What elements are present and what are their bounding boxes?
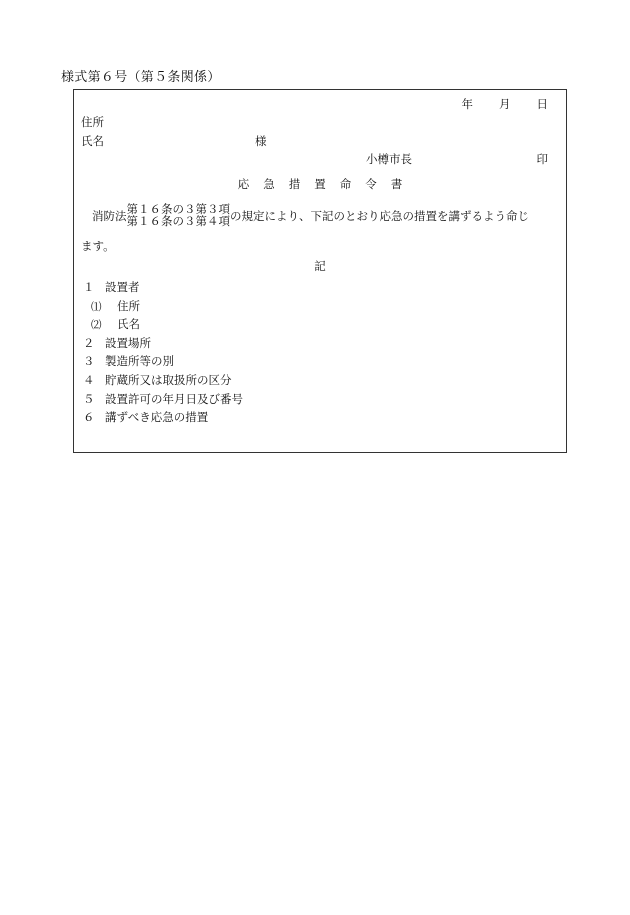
list-item	[83, 352, 243, 371]
item-label: 設置者	[105, 280, 140, 294]
item-number: ⑴	[91, 300, 102, 313]
list-subitem	[83, 297, 243, 316]
item-number: ⑵	[91, 319, 102, 332]
ki-heading: 記	[314, 259, 326, 273]
item-label: 講ずべき応急の措置	[105, 410, 209, 425]
order-document-frame	[73, 89, 567, 453]
year-label: 年	[461, 97, 473, 111]
item-label: 貯蔵所又は取扱所の区分	[105, 372, 232, 387]
item-label: 設置場所	[105, 335, 151, 350]
title-char: 令	[365, 177, 377, 191]
list-item	[83, 371, 243, 390]
seal-mark: 印	[536, 152, 548, 166]
title-char: 措	[288, 177, 301, 191]
list-item	[83, 334, 243, 353]
day-label: 日	[536, 97, 548, 111]
order-body-text: の規定により、下記のとおり応急の措置を講ずるよう命じ	[230, 208, 529, 223]
title-char: 命	[339, 177, 352, 191]
order-body-line	[92, 204, 529, 227]
title-char: 置	[314, 177, 326, 191]
item-number: ６	[83, 410, 95, 425]
document-title	[74, 176, 566, 192]
item-number: ４	[83, 372, 95, 387]
article-options	[127, 204, 231, 227]
list-item	[83, 390, 243, 409]
item-label: 製造所等の別	[105, 354, 174, 369]
list-subitem	[83, 315, 243, 334]
item-number: ３	[83, 354, 95, 369]
article-option: 第１６条の３第３項	[126, 202, 230, 216]
list-item	[83, 408, 243, 427]
item-label: 氏名	[117, 317, 140, 332]
form-number-label: 様式第６号（第５条関係）	[61, 70, 221, 85]
recipient-honorific: 様	[255, 134, 267, 148]
month-label: 月	[499, 97, 511, 111]
item-list	[83, 278, 243, 427]
recipient-address-label: 住所	[81, 115, 104, 129]
list-item	[83, 278, 243, 297]
item-number: １	[83, 280, 95, 294]
title-char: 急	[263, 177, 275, 191]
item-label: 住所	[117, 298, 140, 313]
title-char: 応	[237, 177, 250, 191]
order-body-continuation: ます。	[81, 239, 115, 253]
issuer-title: 小樽市長	[366, 152, 412, 166]
item-number: ５	[83, 391, 95, 406]
law-name: 消防法	[92, 208, 127, 223]
title-char: 書	[390, 177, 403, 191]
item-number: ２	[83, 335, 95, 350]
item-label: 設置許可の年月日及び番号	[105, 391, 243, 406]
date-line	[462, 96, 549, 112]
article-option: 第１６条の３第４項	[126, 213, 230, 228]
recipient-name-label: 氏名	[81, 134, 104, 148]
